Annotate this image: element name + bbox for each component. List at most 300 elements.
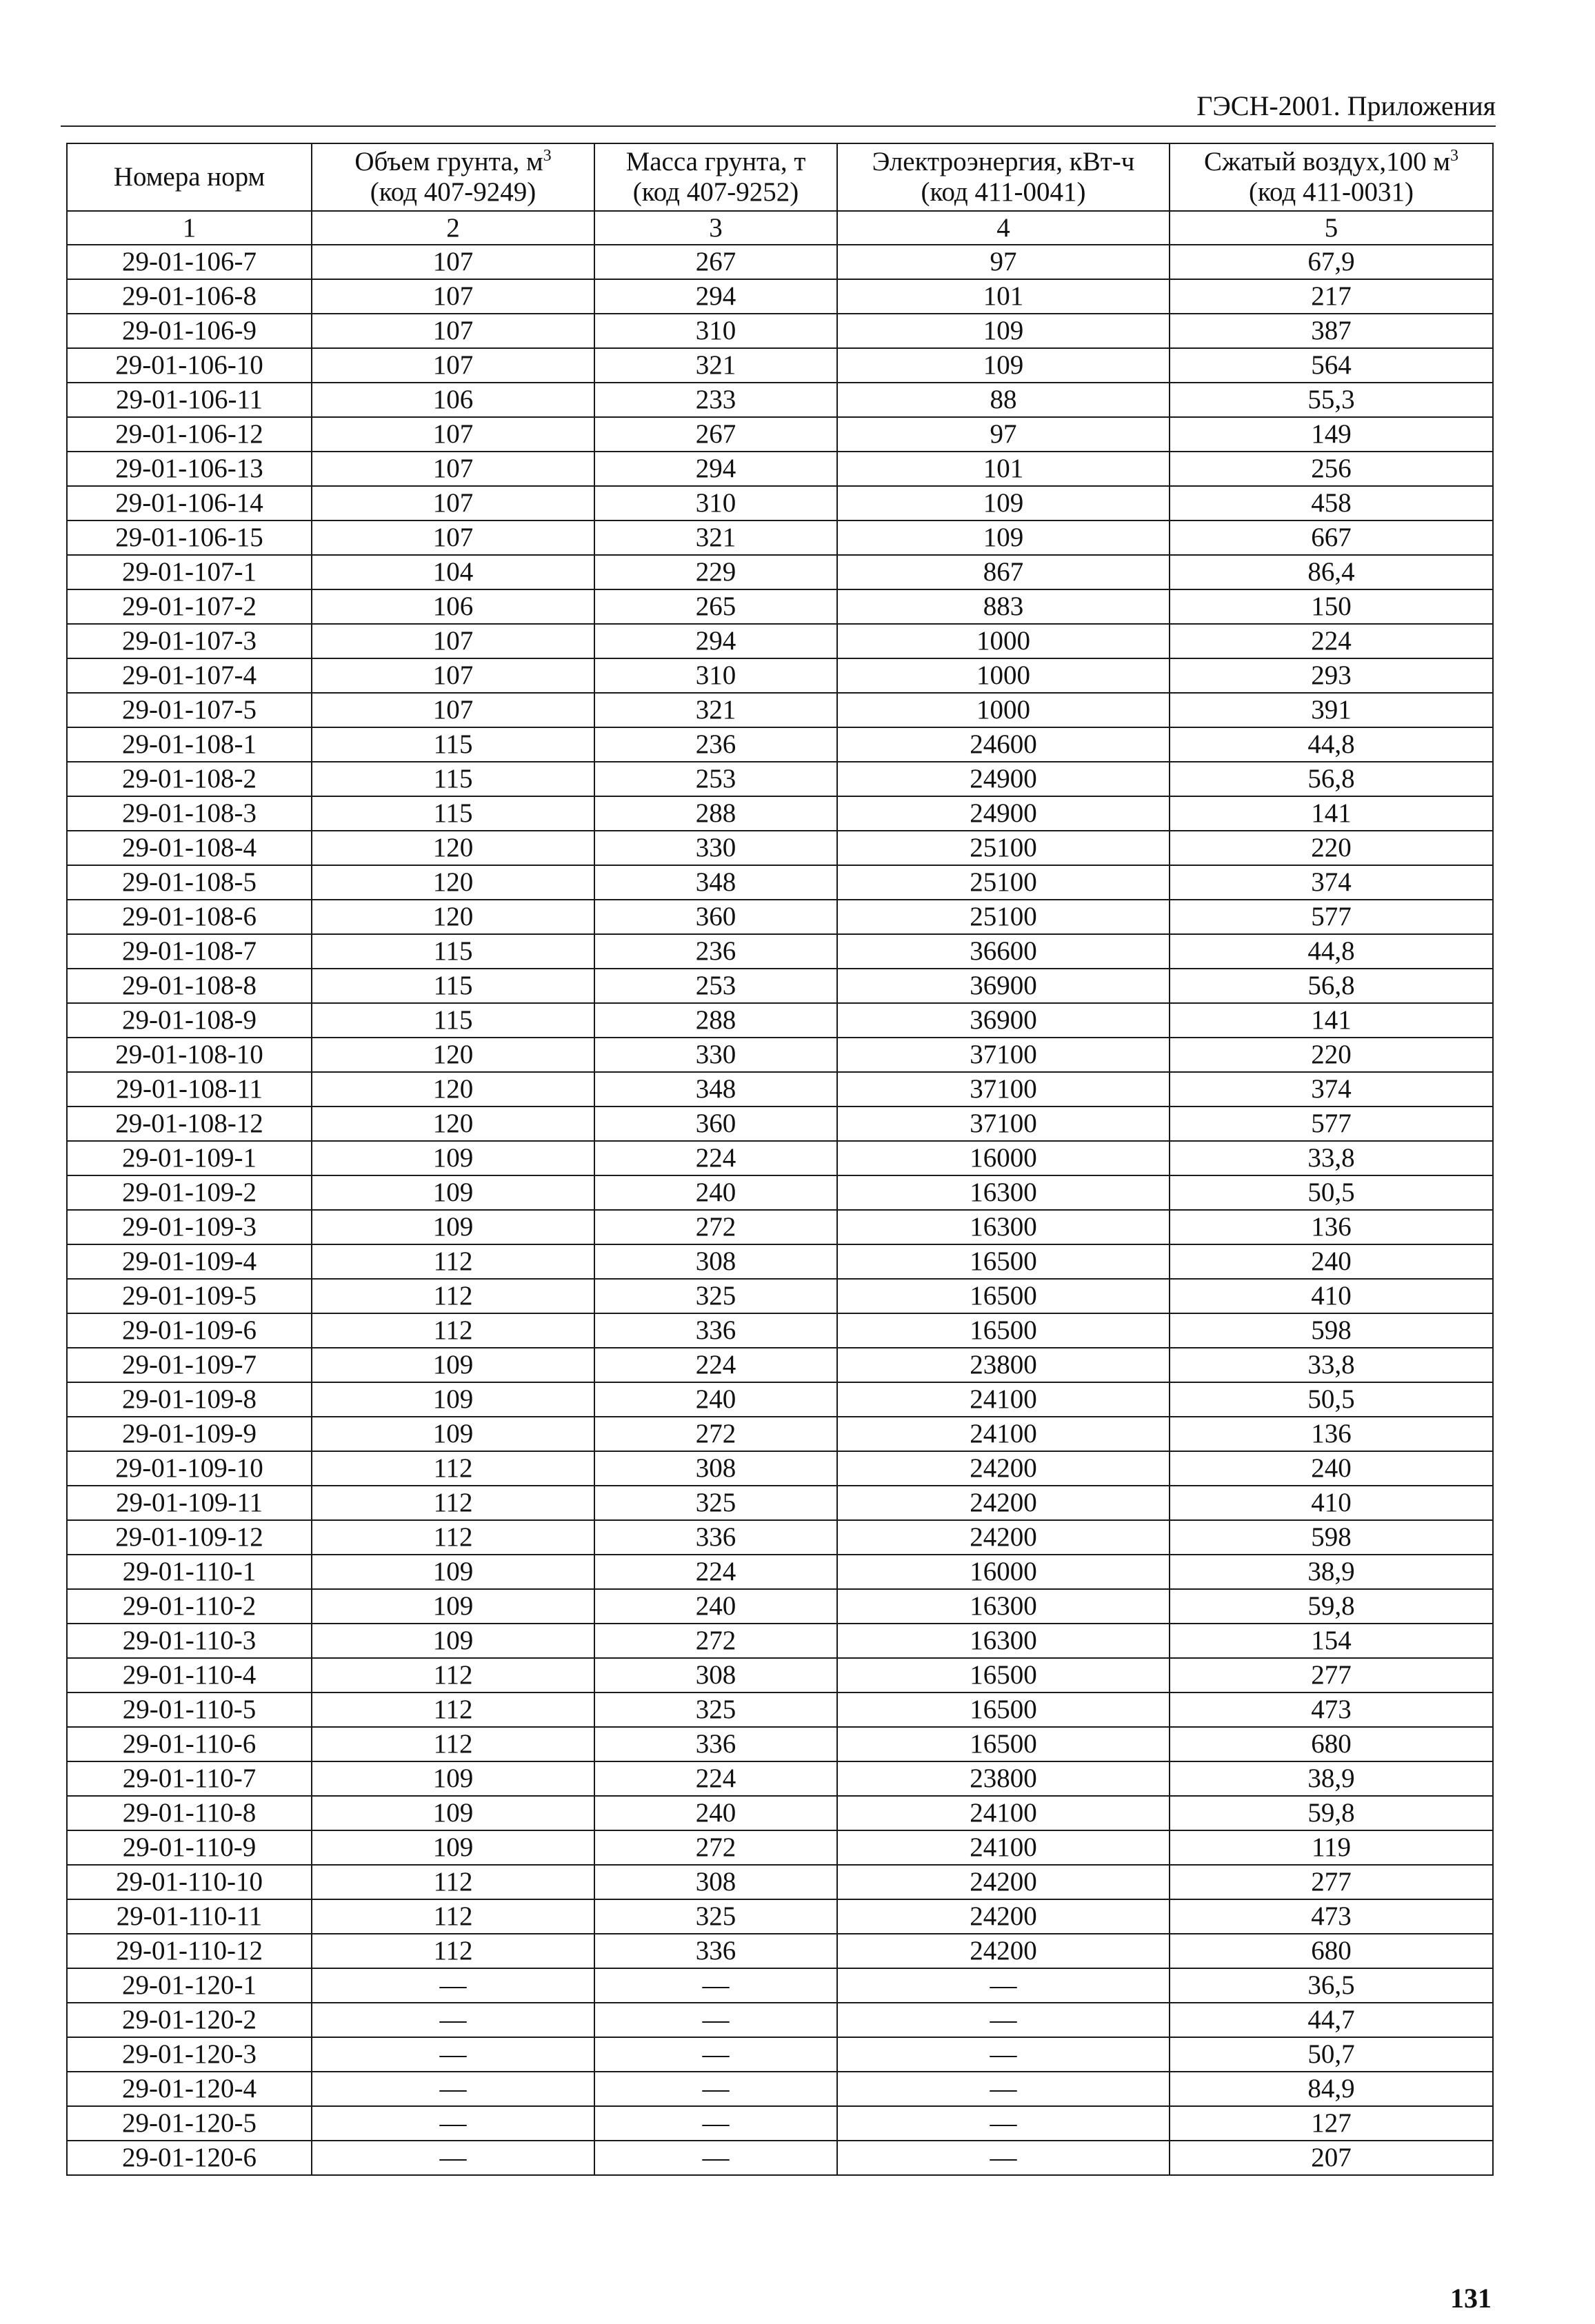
table-row bbox=[67, 1072, 1493, 1107]
compressed-air-cell: 387 bbox=[1170, 314, 1493, 348]
compressed-air-cell: 154 bbox=[1170, 1624, 1493, 1658]
norm-number-cell: 29-01-109-1 bbox=[67, 1141, 312, 1175]
header-row bbox=[67, 143, 1493, 211]
norm-number-cell: 29-01-110-1 bbox=[67, 1555, 312, 1589]
soil-volume-cell: 112 bbox=[312, 1899, 594, 1934]
norm-number-cell: 29-01-120-5 bbox=[67, 2106, 312, 2141]
compressed-air-cell: 217 bbox=[1170, 279, 1493, 314]
soil-volume-cell: 109 bbox=[312, 1761, 594, 1796]
compressed-air-cell: 44,8 bbox=[1170, 727, 1493, 762]
compressed-air-cell: 38,9 bbox=[1170, 1555, 1493, 1589]
soil-volume-cell: 112 bbox=[312, 1693, 594, 1727]
soil-mass-cell: 224 bbox=[594, 1555, 837, 1589]
table-row bbox=[67, 1003, 1493, 1038]
header-soil-volume: Объем грунта, $м^3$ (код 407-9249) bbox=[312, 143, 594, 211]
soil-volume-cell: 107 bbox=[312, 624, 594, 658]
soil-volume-cell: 112 bbox=[312, 1520, 594, 1555]
soil-volume-cell: 109 bbox=[312, 1624, 594, 1658]
electricity-cell: — bbox=[837, 2037, 1170, 2072]
compressed-air-cell: 224 bbox=[1170, 624, 1493, 658]
soil-volume-cell: 107 bbox=[312, 348, 594, 383]
norm-number-cell: 29-01-110-7 bbox=[67, 1761, 312, 1796]
soil-mass-cell: 288 bbox=[594, 796, 837, 831]
compressed-air-cell: 149 bbox=[1170, 417, 1493, 452]
column-number-row bbox=[67, 211, 1493, 245]
compressed-air-cell: 136 bbox=[1170, 1210, 1493, 1244]
norm-number-cell: 29-01-109-2 bbox=[67, 1175, 312, 1210]
compressed-air-cell: 36,5 bbox=[1170, 1968, 1493, 2003]
norm-number-cell: 29-01-107-1 bbox=[67, 555, 312, 589]
table-row bbox=[67, 693, 1493, 727]
table-row bbox=[67, 1830, 1493, 1865]
soil-mass-cell: 272 bbox=[594, 1210, 837, 1244]
soil-volume-cell: 115 bbox=[312, 1003, 594, 1038]
compressed-air-cell: 55,3 bbox=[1170, 383, 1493, 417]
soil-volume-cell: 109 bbox=[312, 1141, 594, 1175]
compressed-air-cell: 577 bbox=[1170, 1107, 1493, 1141]
soil-mass-cell: 267 bbox=[594, 245, 837, 279]
table-row bbox=[67, 1210, 1493, 1244]
electricity-cell: 1000 bbox=[837, 693, 1170, 727]
electricity-cell: 109 bbox=[837, 486, 1170, 521]
soil-mass-cell: 321 bbox=[594, 693, 837, 727]
table-row bbox=[67, 2106, 1493, 2141]
soil-mass-cell: 325 bbox=[594, 1279, 837, 1313]
table-row bbox=[67, 1175, 1493, 1210]
soil-volume-cell: 104 bbox=[312, 555, 594, 589]
soil-volume-cell: — bbox=[312, 2141, 594, 2175]
table-row bbox=[67, 1796, 1493, 1830]
soil-volume-cell: — bbox=[312, 1968, 594, 2003]
compressed-air-cell: 667 bbox=[1170, 521, 1493, 555]
soil-mass-cell: — bbox=[594, 2141, 837, 2175]
electricity-cell: 36900 bbox=[837, 969, 1170, 1003]
electricity-cell: 23800 bbox=[837, 1761, 1170, 1796]
table-row bbox=[67, 1107, 1493, 1141]
norm-number-cell: 29-01-108-10 bbox=[67, 1038, 312, 1072]
compressed-air-cell: 240 bbox=[1170, 1244, 1493, 1279]
soil-volume-cell: 115 bbox=[312, 796, 594, 831]
table-row bbox=[67, 383, 1493, 417]
table-row bbox=[67, 555, 1493, 589]
electricity-cell: 25100 bbox=[837, 900, 1170, 934]
soil-mass-cell: 267 bbox=[594, 417, 837, 452]
electricity-cell: 24200 bbox=[837, 1486, 1170, 1520]
soil-volume-cell: 115 bbox=[312, 969, 594, 1003]
electricity-cell: 24100 bbox=[837, 1417, 1170, 1451]
compressed-air-cell: 240 bbox=[1170, 1451, 1493, 1486]
soil-volume-cell: 107 bbox=[312, 245, 594, 279]
compressed-air-cell: 410 bbox=[1170, 1279, 1493, 1313]
norm-number-cell: 29-01-106-15 bbox=[67, 521, 312, 555]
compressed-air-cell: 680 bbox=[1170, 1727, 1493, 1761]
soil-mass-cell: 224 bbox=[594, 1348, 837, 1382]
soil-mass-cell: 325 bbox=[594, 1486, 837, 1520]
electricity-cell: 101 bbox=[837, 279, 1170, 314]
soil-mass-cell: — bbox=[594, 2106, 837, 2141]
soil-volume-cell: — bbox=[312, 2037, 594, 2072]
compressed-air-cell: 256 bbox=[1170, 452, 1493, 486]
electricity-cell: 25100 bbox=[837, 831, 1170, 865]
soil-volume-cell: 109 bbox=[312, 1830, 594, 1865]
table-row bbox=[67, 796, 1493, 831]
compressed-air-cell: 374 bbox=[1170, 865, 1493, 900]
table-row bbox=[67, 1589, 1493, 1624]
electricity-cell: 101 bbox=[837, 452, 1170, 486]
table-body bbox=[67, 245, 1493, 2175]
soil-mass-cell: — bbox=[594, 2072, 837, 2106]
table-row bbox=[67, 1038, 1493, 1072]
soil-volume-cell: 120 bbox=[312, 1107, 594, 1141]
norm-number-cell: 29-01-108-5 bbox=[67, 865, 312, 900]
electricity-cell: 24900 bbox=[837, 762, 1170, 796]
soil-volume-cell: 112 bbox=[312, 1658, 594, 1693]
soil-mass-cell: 330 bbox=[594, 831, 837, 865]
norm-number-cell: 29-01-108-7 bbox=[67, 934, 312, 969]
soil-mass-cell: 272 bbox=[594, 1624, 837, 1658]
compressed-air-cell: 277 bbox=[1170, 1865, 1493, 1899]
norm-number-cell: 29-01-110-3 bbox=[67, 1624, 312, 1658]
electricity-cell: 36600 bbox=[837, 934, 1170, 969]
soil-volume-cell: 107 bbox=[312, 521, 594, 555]
soil-volume-cell: 120 bbox=[312, 900, 594, 934]
table-row bbox=[67, 934, 1493, 969]
electricity-cell: 24200 bbox=[837, 1899, 1170, 1934]
electricity-cell: 24600 bbox=[837, 727, 1170, 762]
soil-mass-cell: 310 bbox=[594, 658, 837, 693]
electricity-cell: 867 bbox=[837, 555, 1170, 589]
norm-number-cell: 29-01-120-3 bbox=[67, 2037, 312, 2072]
norm-number-cell: 29-01-109-4 bbox=[67, 1244, 312, 1279]
table-row bbox=[67, 900, 1493, 934]
compressed-air-cell: 141 bbox=[1170, 796, 1493, 831]
electricity-cell: 16500 bbox=[837, 1279, 1170, 1313]
norm-number-cell: 29-01-120-2 bbox=[67, 2003, 312, 2037]
norm-number-cell: 29-01-107-4 bbox=[67, 658, 312, 693]
soil-mass-cell: 253 bbox=[594, 969, 837, 1003]
compressed-air-cell: 598 bbox=[1170, 1520, 1493, 1555]
page-number: 131 bbox=[1450, 2283, 1492, 2314]
norm-number-cell: 29-01-106-14 bbox=[67, 486, 312, 521]
soil-volume-cell: 112 bbox=[312, 1934, 594, 1968]
compressed-air-cell: 473 bbox=[1170, 1693, 1493, 1727]
compressed-air-cell: 150 bbox=[1170, 589, 1493, 624]
soil-mass-cell: 321 bbox=[594, 348, 837, 383]
table-row bbox=[67, 314, 1493, 348]
compressed-air-cell: 50,5 bbox=[1170, 1175, 1493, 1210]
compressed-air-cell: 56,8 bbox=[1170, 762, 1493, 796]
header-rule bbox=[61, 125, 1496, 127]
soil-mass-cell: 294 bbox=[594, 624, 837, 658]
compressed-air-cell: 458 bbox=[1170, 486, 1493, 521]
table-row bbox=[67, 1727, 1493, 1761]
electricity-cell: — bbox=[837, 2003, 1170, 2037]
soil-mass-cell: 360 bbox=[594, 1107, 837, 1141]
soil-volume-cell: 109 bbox=[312, 1589, 594, 1624]
electricity-cell: 16300 bbox=[837, 1210, 1170, 1244]
table-row bbox=[67, 727, 1493, 762]
compressed-air-cell: 50,7 bbox=[1170, 2037, 1493, 2072]
electricity-cell: — bbox=[837, 2072, 1170, 2106]
compressed-air-cell: 33,8 bbox=[1170, 1348, 1493, 1382]
table-row bbox=[67, 1555, 1493, 1589]
table-row bbox=[67, 1761, 1493, 1796]
compressed-air-cell: 277 bbox=[1170, 1658, 1493, 1693]
soil-mass-cell: 240 bbox=[594, 1796, 837, 1830]
soil-mass-cell: 336 bbox=[594, 1934, 837, 1968]
compressed-air-cell: 564 bbox=[1170, 348, 1493, 383]
compressed-air-cell: 207 bbox=[1170, 2141, 1493, 2175]
norm-number-cell: 29-01-109-9 bbox=[67, 1417, 312, 1451]
soil-volume-cell: 109 bbox=[312, 1210, 594, 1244]
electricity-cell: 16300 bbox=[837, 1589, 1170, 1624]
soil-volume-cell: 106 bbox=[312, 589, 594, 624]
table-row bbox=[67, 1313, 1493, 1348]
table-row bbox=[67, 1934, 1493, 1968]
norm-number-cell: 29-01-109-3 bbox=[67, 1210, 312, 1244]
table-row bbox=[67, 762, 1493, 796]
compressed-air-cell: 293 bbox=[1170, 658, 1493, 693]
soil-volume-cell: 107 bbox=[312, 693, 594, 727]
soil-mass-cell: 336 bbox=[594, 1520, 837, 1555]
compressed-air-cell: 119 bbox=[1170, 1830, 1493, 1865]
table-row bbox=[67, 1658, 1493, 1693]
soil-volume-cell: 120 bbox=[312, 1038, 594, 1072]
norm-number-cell: 29-01-108-4 bbox=[67, 831, 312, 865]
compressed-air-cell: 141 bbox=[1170, 1003, 1493, 1038]
electricity-cell: 25100 bbox=[837, 865, 1170, 900]
compressed-air-cell: 50,5 bbox=[1170, 1382, 1493, 1417]
soil-mass-cell: 325 bbox=[594, 1693, 837, 1727]
norm-number-cell: 29-01-120-1 bbox=[67, 1968, 312, 2003]
compressed-air-cell: 577 bbox=[1170, 900, 1493, 934]
soil-mass-cell: 288 bbox=[594, 1003, 837, 1038]
electricity-cell: 16300 bbox=[837, 1624, 1170, 1658]
electricity-cell: 1000 bbox=[837, 624, 1170, 658]
norm-number-cell: 29-01-109-12 bbox=[67, 1520, 312, 1555]
electricity-cell: 23800 bbox=[837, 1348, 1170, 1382]
soil-volume-cell: 109 bbox=[312, 1382, 594, 1417]
electricity-cell: 16500 bbox=[837, 1693, 1170, 1727]
compressed-air-cell: 410 bbox=[1170, 1486, 1493, 1520]
table-row bbox=[67, 2037, 1493, 2072]
column-number: 1 bbox=[67, 211, 312, 245]
norm-number-cell: 29-01-108-9 bbox=[67, 1003, 312, 1038]
norm-number-cell: 29-01-109-5 bbox=[67, 1279, 312, 1313]
electricity-cell: 24900 bbox=[837, 796, 1170, 831]
norm-number-cell: 29-01-110-4 bbox=[67, 1658, 312, 1693]
soil-volume-cell: 112 bbox=[312, 1451, 594, 1486]
electricity-cell: 109 bbox=[837, 314, 1170, 348]
soil-volume-cell: 109 bbox=[312, 1175, 594, 1210]
soil-mass-cell: 308 bbox=[594, 1244, 837, 1279]
soil-mass-cell: 310 bbox=[594, 314, 837, 348]
soil-volume-cell: 109 bbox=[312, 1555, 594, 1589]
compressed-air-cell: 67,9 bbox=[1170, 245, 1493, 279]
soil-volume-cell: 107 bbox=[312, 452, 594, 486]
electricity-cell: 24200 bbox=[837, 1451, 1170, 1486]
soil-mass-cell: — bbox=[594, 2037, 837, 2072]
compressed-air-cell: 56,8 bbox=[1170, 969, 1493, 1003]
header-compressed-air: Сжатый воздух,100 $м^3$ (код 411-0031) bbox=[1170, 143, 1493, 211]
soil-mass-cell: 325 bbox=[594, 1899, 837, 1934]
soil-mass-cell: 308 bbox=[594, 1865, 837, 1899]
soil-mass-cell: 229 bbox=[594, 555, 837, 589]
soil-volume-cell: — bbox=[312, 2106, 594, 2141]
norm-number-cell: 29-01-108-2 bbox=[67, 762, 312, 796]
soil-mass-cell: 330 bbox=[594, 1038, 837, 1072]
soil-mass-cell: — bbox=[594, 1968, 837, 2003]
soil-mass-cell: 308 bbox=[594, 1451, 837, 1486]
norm-number-cell: 29-01-108-11 bbox=[67, 1072, 312, 1107]
electricity-cell: 24100 bbox=[837, 1830, 1170, 1865]
soil-volume-cell: 107 bbox=[312, 279, 594, 314]
electricity-cell: 16500 bbox=[837, 1658, 1170, 1693]
electricity-cell: 37100 bbox=[837, 1038, 1170, 1072]
norm-number-cell: 29-01-109-8 bbox=[67, 1382, 312, 1417]
soil-mass-cell: — bbox=[594, 2003, 837, 2037]
norm-number-cell: 29-01-109-6 bbox=[67, 1313, 312, 1348]
table-row bbox=[67, 831, 1493, 865]
compressed-air-cell: 44,7 bbox=[1170, 2003, 1493, 2037]
soil-mass-cell: 272 bbox=[594, 1417, 837, 1451]
electricity-cell: 16000 bbox=[837, 1555, 1170, 1589]
norm-number-cell: 29-01-107-2 bbox=[67, 589, 312, 624]
table-row bbox=[67, 1451, 1493, 1486]
table-row bbox=[67, 1486, 1493, 1520]
column-number: 3 bbox=[594, 211, 837, 245]
electricity-cell: 97 bbox=[837, 245, 1170, 279]
soil-mass-cell: 236 bbox=[594, 934, 837, 969]
soil-volume-cell: 115 bbox=[312, 934, 594, 969]
electricity-cell: 24200 bbox=[837, 1520, 1170, 1555]
soil-volume-cell: 107 bbox=[312, 314, 594, 348]
norm-number-cell: 29-01-109-10 bbox=[67, 1451, 312, 1486]
soil-mass-cell: 224 bbox=[594, 1761, 837, 1796]
norm-number-cell: 29-01-108-3 bbox=[67, 796, 312, 831]
soil-volume-cell: 120 bbox=[312, 865, 594, 900]
soil-volume-cell: 112 bbox=[312, 1279, 594, 1313]
norm-number-cell: 29-01-107-3 bbox=[67, 624, 312, 658]
soil-mass-cell: 310 bbox=[594, 486, 837, 521]
compressed-air-cell: 44,8 bbox=[1170, 934, 1493, 969]
norm-number-cell: 29-01-107-5 bbox=[67, 693, 312, 727]
electricity-cell: 36900 bbox=[837, 1003, 1170, 1038]
soil-mass-cell: 236 bbox=[594, 727, 837, 762]
norm-number-cell: 29-01-106-9 bbox=[67, 314, 312, 348]
soil-mass-cell: 321 bbox=[594, 521, 837, 555]
soil-mass-cell: 294 bbox=[594, 279, 837, 314]
soil-volume-cell: 115 bbox=[312, 762, 594, 796]
compressed-air-cell: 391 bbox=[1170, 693, 1493, 727]
soil-mass-cell: 336 bbox=[594, 1727, 837, 1761]
norm-number-cell: 29-01-108-6 bbox=[67, 900, 312, 934]
soil-mass-cell: 294 bbox=[594, 452, 837, 486]
norm-number-cell: 29-01-106-10 bbox=[67, 348, 312, 383]
norm-number-cell: 29-01-110-9 bbox=[67, 1830, 312, 1865]
electricity-cell: 24200 bbox=[837, 1865, 1170, 1899]
soil-mass-cell: 240 bbox=[594, 1589, 837, 1624]
table-row bbox=[67, 452, 1493, 486]
soil-mass-cell: 240 bbox=[594, 1175, 837, 1210]
electricity-cell: 109 bbox=[837, 348, 1170, 383]
norm-number-cell: 29-01-108-8 bbox=[67, 969, 312, 1003]
electricity-cell: 16000 bbox=[837, 1141, 1170, 1175]
table-row bbox=[67, 1693, 1493, 1727]
compressed-air-cell: 38,9 bbox=[1170, 1761, 1493, 1796]
table-row bbox=[67, 1244, 1493, 1279]
compressed-air-cell: 220 bbox=[1170, 831, 1493, 865]
electricity-cell: 88 bbox=[837, 383, 1170, 417]
electricity-cell: 16500 bbox=[837, 1244, 1170, 1279]
electricity-cell: 37100 bbox=[837, 1107, 1170, 1141]
table-row bbox=[67, 1279, 1493, 1313]
norm-number-cell: 29-01-110-5 bbox=[67, 1693, 312, 1727]
soil-volume-cell: 112 bbox=[312, 1313, 594, 1348]
soil-mass-cell: 348 bbox=[594, 1072, 837, 1107]
soil-mass-cell: 233 bbox=[594, 383, 837, 417]
soil-volume-cell: 107 bbox=[312, 658, 594, 693]
compressed-air-cell: 374 bbox=[1170, 1072, 1493, 1107]
norm-number-cell: 29-01-120-4 bbox=[67, 2072, 312, 2106]
table-row bbox=[67, 2003, 1493, 2037]
electricity-cell: 24100 bbox=[837, 1796, 1170, 1830]
page-header-title: ГЭСН-2001. Приложения bbox=[1196, 90, 1496, 121]
compressed-air-cell: 33,8 bbox=[1170, 1141, 1493, 1175]
electricity-cell: 16500 bbox=[837, 1727, 1170, 1761]
electricity-cell: 24200 bbox=[837, 1934, 1170, 1968]
table-row bbox=[67, 1141, 1493, 1175]
compressed-air-cell: 598 bbox=[1170, 1313, 1493, 1348]
column-number: 4 bbox=[837, 211, 1170, 245]
compressed-air-cell: 59,8 bbox=[1170, 1589, 1493, 1624]
compressed-air-cell: 473 bbox=[1170, 1899, 1493, 1934]
soil-volume-cell: — bbox=[312, 2072, 594, 2106]
soil-volume-cell: 106 bbox=[312, 383, 594, 417]
compressed-air-cell: 136 bbox=[1170, 1417, 1493, 1451]
table-row bbox=[67, 1417, 1493, 1451]
soil-volume-cell: 109 bbox=[312, 1796, 594, 1830]
table-row bbox=[67, 279, 1493, 314]
header-soil-mass: Масса грунта, т (код 407-9252) bbox=[594, 143, 837, 211]
compressed-air-cell: 220 bbox=[1170, 1038, 1493, 1072]
soil-mass-cell: 240 bbox=[594, 1382, 837, 1417]
soil-volume-cell: 112 bbox=[312, 1865, 594, 1899]
table-row bbox=[67, 1624, 1493, 1658]
norm-number-cell: 29-01-109-11 bbox=[67, 1486, 312, 1520]
electricity-cell: — bbox=[837, 1968, 1170, 2003]
norm-number-cell: 29-01-110-10 bbox=[67, 1865, 312, 1899]
norms-table bbox=[66, 143, 1494, 2176]
compressed-air-cell: 680 bbox=[1170, 1934, 1493, 1968]
header-norm-numbers: Номера норм bbox=[67, 143, 312, 211]
column-number: 2 bbox=[312, 211, 594, 245]
soil-volume-cell: 120 bbox=[312, 831, 594, 865]
electricity-cell: 24100 bbox=[837, 1382, 1170, 1417]
norm-number-cell: 29-01-108-1 bbox=[67, 727, 312, 762]
electricity-cell: 16500 bbox=[837, 1313, 1170, 1348]
soil-mass-cell: 360 bbox=[594, 900, 837, 934]
table-row bbox=[67, 1899, 1493, 1934]
soil-volume-cell: 107 bbox=[312, 417, 594, 452]
norm-number-cell: 29-01-110-8 bbox=[67, 1796, 312, 1830]
soil-mass-cell: 253 bbox=[594, 762, 837, 796]
table-row bbox=[67, 486, 1493, 521]
table-row bbox=[67, 521, 1493, 555]
table-row bbox=[67, 658, 1493, 693]
soil-volume-cell: 112 bbox=[312, 1244, 594, 1279]
table-row bbox=[67, 1968, 1493, 2003]
